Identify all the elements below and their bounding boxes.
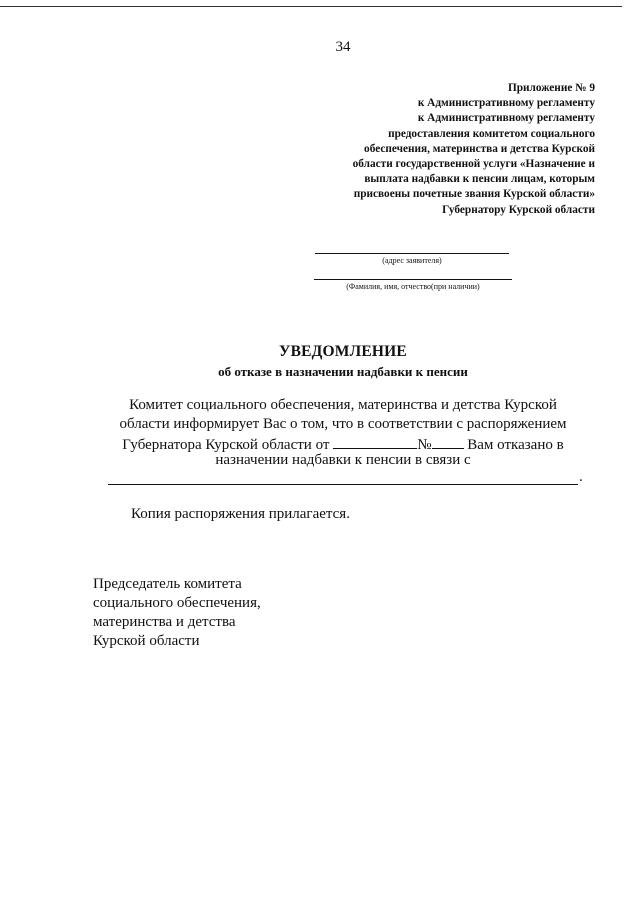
appendix-line: к Административному регламенту: [417, 112, 595, 125]
notice-title: УВЕДОМЛЕНИЕ: [279, 343, 407, 360]
appendix-line: обеспечения, материнства и детства Курской: [364, 142, 595, 155]
reason-period: .: [579, 469, 583, 485]
appendix-line: к Административному регламенту: [417, 97, 595, 110]
appendix-number: Приложение № 9: [507, 82, 595, 94]
appendix-addressee: Губернатору Курской области: [442, 203, 595, 216]
applicant-name-field[interactable]: [314, 279, 512, 292]
address-caption: (адрес заявителя): [382, 256, 442, 265]
notice-text-line: [0, 434, 640, 454]
appendix-header: [295, 81, 595, 218]
appendix-line: области государственной услуги «Назначение и: [352, 158, 595, 171]
signature-block: [93, 575, 261, 651]
order-number-field[interactable]: [432, 434, 464, 449]
notice-text-line: назначении надбавки к пенсии в связи с: [215, 452, 471, 468]
order-date-field[interactable]: [333, 434, 417, 449]
notice-subtitle: об отказе в назначении надбавки к пенсии: [218, 364, 468, 379]
address-line: [315, 253, 509, 254]
signatory-title-line: Председатель комитета: [93, 576, 242, 592]
notice-text-line: области информирует Вас о том, что в соответствии с распоряжением: [119, 416, 567, 432]
appendix-line: выплата надбавки к пенсии лицам, которым: [364, 173, 595, 186]
notice-text-line: Комитет социального обеспечения, материнства и детства Курской: [129, 397, 557, 413]
refusal-reason-field[interactable]: [108, 484, 578, 485]
appendix-line: присвоены почетные звания Курской области»: [353, 188, 595, 201]
appendix-line: предоставления комитетом социального: [388, 127, 595, 140]
page-number: 34: [335, 39, 351, 55]
refusal-text: Вам отказано в: [467, 437, 564, 453]
signatory-title-line: социального обеспечения,: [93, 595, 261, 611]
copy-attached-note: Копия распоряжения прилагается.: [131, 506, 350, 522]
order-reference-text: Губернатора Курской области от: [122, 437, 330, 453]
applicant-address-field[interactable]: [315, 253, 509, 266]
number-sign: №: [417, 437, 432, 453]
signatory-title-line: Курской области: [93, 633, 200, 649]
name-caption: (Фамилия, имя, отчество(при наличии): [346, 282, 480, 291]
signatory-title-line: материнства и детства: [93, 614, 236, 630]
top-scan-border: [0, 6, 622, 7]
name-line: [314, 279, 512, 280]
